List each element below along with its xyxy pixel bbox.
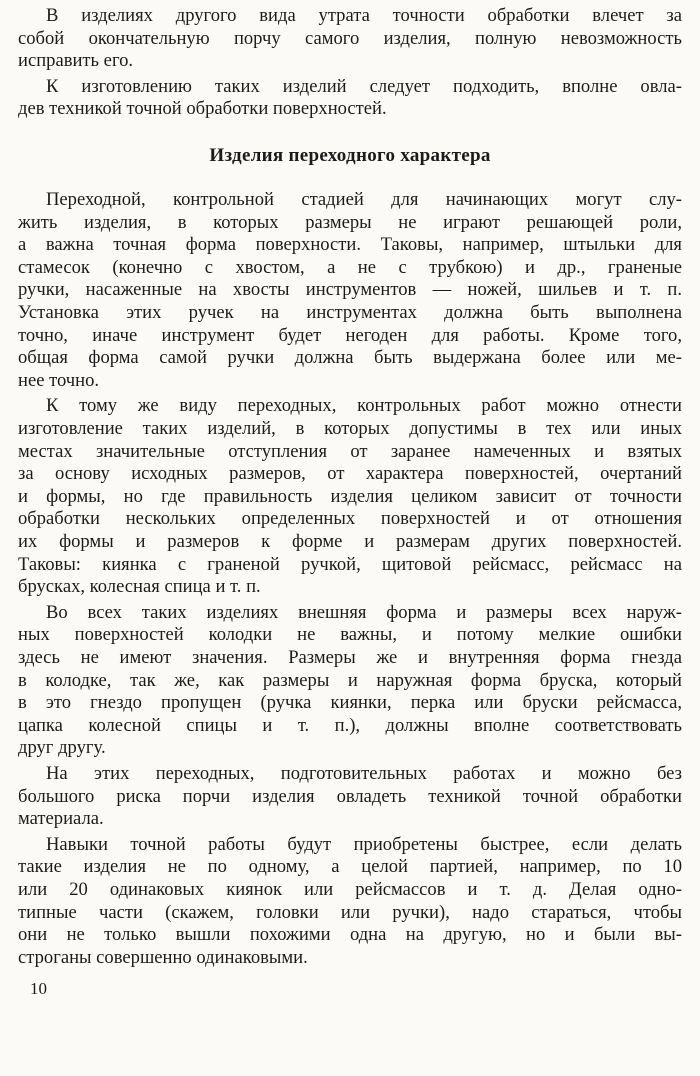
text-line: точно, иначе инструмент будет негоден для работы. Кроме того,	[18, 325, 682, 346]
page-number: 10	[30, 979, 47, 998]
text-line: общая форма самой ручки должна быть выдержана более или ме-	[18, 347, 682, 368]
text-line: в это гнездо пропущен (ручка киянки, перка или бруски рейсмасса,	[18, 692, 682, 713]
text-line: ных поверхностей колодки не важны, и потому мелкие ошибки	[18, 624, 682, 645]
text-line: местах значительные отступления от заранее намеченных и взятых	[18, 441, 682, 462]
text-line: строганы совершенно одинаковыми.	[18, 947, 308, 968]
text-line: На этих переходных, подготовительных работах и можно без	[46, 763, 682, 784]
text-line: Таковы: киянка с граненой ручкой, щитовой рейсмасс, рейсмасс на	[18, 554, 682, 575]
text-line: ручки, насаженные на хвосты инструментов — ножей, шильев и т. п.	[18, 279, 682, 300]
text-line: Навыки точной работы будут приобретены быстрее, если делать	[46, 834, 682, 855]
text-line: их формы и размеров к форме и размерам других поверхностей.	[18, 531, 682, 552]
text-line: типные части (скажем, головки или ручки), надо стараться, чтобы	[18, 902, 682, 923]
text-line: цапка колесной спицы и т. п.), должны вполне соответствовать	[18, 715, 682, 736]
text-line: К тому же виду переходных, контрольных работ можно отнести	[46, 395, 682, 416]
text-line: здесь не имеют значения. Размеры же и внутренняя форма гнезда	[18, 647, 682, 668]
text-line: а важна точная форма поверхности. Таковы, например, штыльки для	[18, 234, 682, 255]
text-line: они не только вышли похожими одна на другую, но и были вы-	[18, 924, 682, 945]
text-line: Установка этих ручек на инструментах должна быть выполнена	[18, 302, 682, 323]
text-line: и формы, но где правильность изделия целиком зависит от точности	[18, 486, 682, 507]
text-line: стамесок (конечно с хвостом, а не с трубкою) и др., граненые	[18, 257, 682, 278]
text-line: изготовление таких изделий, в которых допустимы в тех или иных	[18, 418, 682, 439]
text-line: брусках, колесная спица и т. п.	[18, 576, 261, 597]
text-line: дев техникой точной обработки поверхностей.	[18, 98, 387, 119]
text-line: жить изделия, в которых размеры не играют решающей роли,	[18, 212, 682, 233]
text-line: собой окончательную порчу самого изделия, полную невозможность	[18, 28, 682, 49]
text-line: В изделиях другого вида утрата точности обработки влечет за	[46, 5, 682, 26]
text-line: большого риска порчи изделия овладеть техникой точной обработки	[18, 786, 682, 807]
text-line: нее точно.	[18, 370, 100, 391]
text-line: за основу исходных размеров, от характера поверхностей, очертаний	[18, 463, 682, 484]
text-line: или 20 одинаковых киянок или рейсмассов и т. д. Делая одно-	[18, 879, 682, 900]
text-line: друг другу.	[18, 737, 106, 758]
section-heading: Изделия переходного характера	[209, 145, 491, 166]
text-line: такие изделия не по одному, а целой партией, например, по 10	[18, 856, 682, 877]
text-line: Во всех таких изделиях внешняя форма и размеры всех наруж-	[46, 602, 682, 623]
text-line: обработки нескольких определенных поверхностей и от отношения	[18, 508, 682, 529]
text-line: в колодке, так же, как размеры и наружная форма бруска, который	[18, 670, 682, 691]
text-line: К изготовлению таких изделий следует подходить, вполне овла-	[46, 76, 682, 97]
text-line: исправить его.	[18, 50, 134, 71]
text-line: Переходной, контрольной стадией для начинающих могут слу-	[46, 189, 682, 210]
text-line: материала.	[18, 808, 104, 829]
